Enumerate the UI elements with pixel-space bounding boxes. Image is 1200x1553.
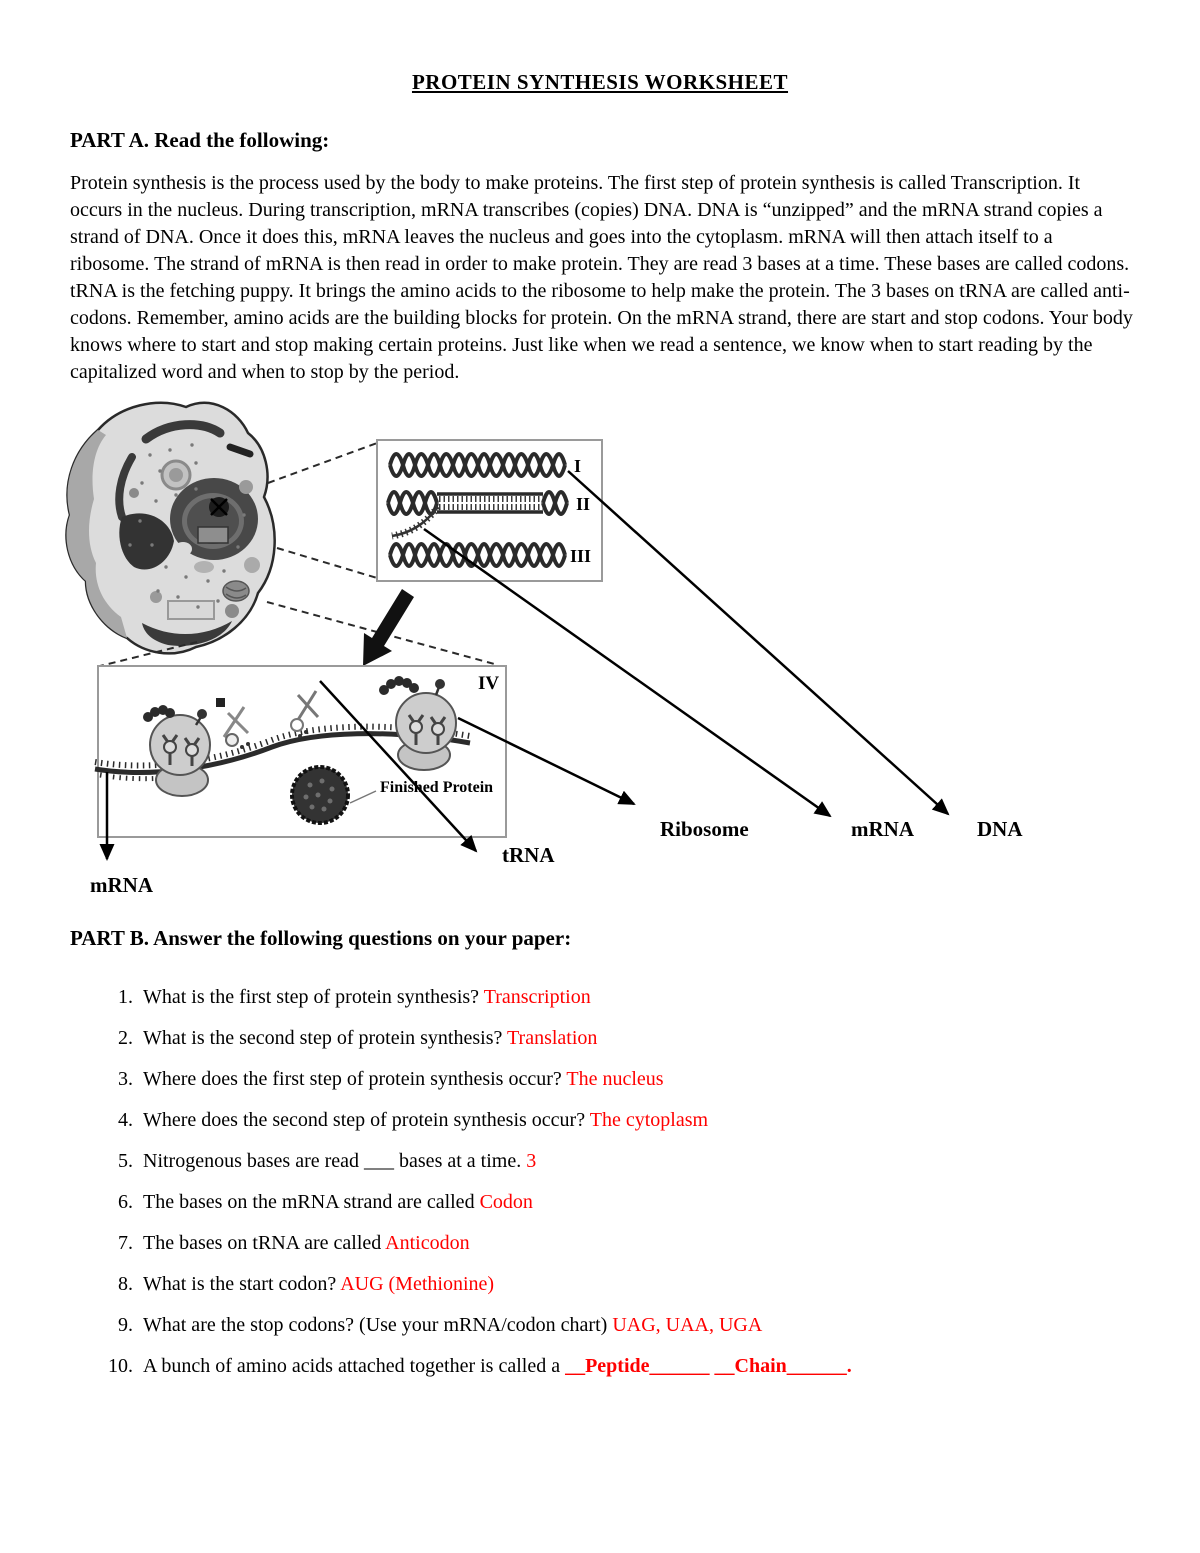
- question-number: 6.: [118, 1191, 133, 1213]
- question-number: 1.: [118, 986, 133, 1008]
- question-list: [108, 984, 1200, 1380]
- question-number: 5.: [118, 1150, 133, 1172]
- trna-label: tRNA: [502, 843, 555, 867]
- question-item-3: [118, 1066, 1200, 1093]
- part-a-paragraph: Protein synthesis is the process used by the body to make proteins. The first step of protein synthesis is called Transcription. It occurs in the nucleus. During transcription, mRNA transcribes (copies) DNA. DNA is “unzipped” and the mRNA strand copies a strand of DNA. Once it does this, mRNA leaves the nucleus and goes into the cytoplasm. mRNA will then attach itself to a ribosome. The strand of mRNA is then read in order to make protein. They are read 3 bases at a time. These bases are called codons. tRNA is the fetching puppy. It brings the amino acids to the ribosome to help make the protein. The 3 bases on tRNA are called anti-codons. Remember, amino acids are the building blocks for protein. On the mRNA strand, there are start and stop codons. Your body knows where to start and stop making certain proteins. Just like when we read a sentence, we know when to start reading by the capitalized word and when to stop by the period.: [70, 172, 1133, 383]
- mrna-right-label: mRNA: [851, 817, 914, 841]
- question-text: What are the stop codons? (Use your mRNA/codon chart): [143, 1314, 608, 1336]
- question-answer: The nucleus: [566, 1068, 664, 1090]
- question-item-4: [118, 1107, 1200, 1134]
- cell-illustration: [67, 403, 275, 654]
- ribosome-label: Ribosome: [660, 817, 749, 841]
- question-text: The bases on the mRNA strand are called: [143, 1191, 475, 1213]
- question-text: Nitrogenous bases are read ___ bases at a time.: [143, 1150, 522, 1172]
- question-answer: 3: [526, 1150, 537, 1172]
- question-item-5: [118, 1148, 1200, 1175]
- question-item-1: [118, 984, 1200, 1011]
- page-title: PROTEIN SYNTHESIS WORKSHEET: [411, 70, 789, 94]
- question-item-9: [118, 1312, 1200, 1339]
- question-item-7: [118, 1230, 1200, 1257]
- question-text: What is the start codon?: [143, 1273, 337, 1295]
- question-answer: __Peptide______ __Chain______.: [565, 1355, 852, 1377]
- transcription-box: [377, 440, 602, 581]
- question-text: Where does the second step of protein synthesis occur?: [143, 1109, 586, 1131]
- transition-arrow: [363, 589, 414, 666]
- stage-label-3: III: [570, 546, 592, 566]
- question-answer: UAG, UAA, UGA: [612, 1314, 763, 1336]
- stage-label-2: II: [576, 494, 591, 514]
- question-number: 8.: [118, 1273, 133, 1295]
- protein-synthesis-diagram: [0, 395, 1200, 910]
- question-number: 3.: [118, 1068, 133, 1090]
- question-text: What is the second step of protein synthesis?: [143, 1027, 503, 1049]
- question-answer: The cytoplasm: [589, 1109, 709, 1131]
- question-text: What is the first step of protein synthesis?: [143, 986, 480, 1008]
- question-text: Where does the first step of protein synthesis occur?: [143, 1068, 562, 1090]
- question-item-8: [118, 1271, 1200, 1298]
- question-number: 2.: [118, 1027, 133, 1049]
- question-number: 9.: [118, 1314, 133, 1336]
- question-answer: Translation: [507, 1027, 598, 1049]
- question-item-10: [108, 1353, 1200, 1380]
- question-item-6: [118, 1189, 1200, 1216]
- question-answer: Transcription: [483, 986, 591, 1008]
- question-text: The bases on tRNA are called: [143, 1232, 382, 1254]
- mrna-bottom-label: mRNA: [90, 873, 153, 897]
- question-number: 4.: [118, 1109, 133, 1131]
- question-number: 7.: [118, 1232, 133, 1254]
- question-text: A bunch of amino acids attached together is called a: [143, 1355, 561, 1377]
- question-answer: Codon: [479, 1191, 533, 1213]
- question-answer: AUG (Methionine): [340, 1273, 495, 1295]
- part-a-heading: PART A. Read the following:: [70, 128, 330, 152]
- question-item-2: [118, 1025, 1200, 1052]
- translation-box: [95, 666, 506, 837]
- part-b-heading: PART B. Answer the following questions on your paper:: [70, 926, 572, 950]
- diagram-canvas: [0, 395, 1200, 910]
- question-answer: Anticodon: [385, 1232, 470, 1254]
- question-number: 10.: [108, 1355, 133, 1377]
- arrow-to-dna: [568, 471, 948, 814]
- dna-label: DNA: [977, 817, 1023, 841]
- finished-protein-label: Finished Protein: [380, 779, 494, 796]
- stage-label-4: IV: [478, 673, 500, 694]
- stage-label-1: I: [574, 456, 582, 476]
